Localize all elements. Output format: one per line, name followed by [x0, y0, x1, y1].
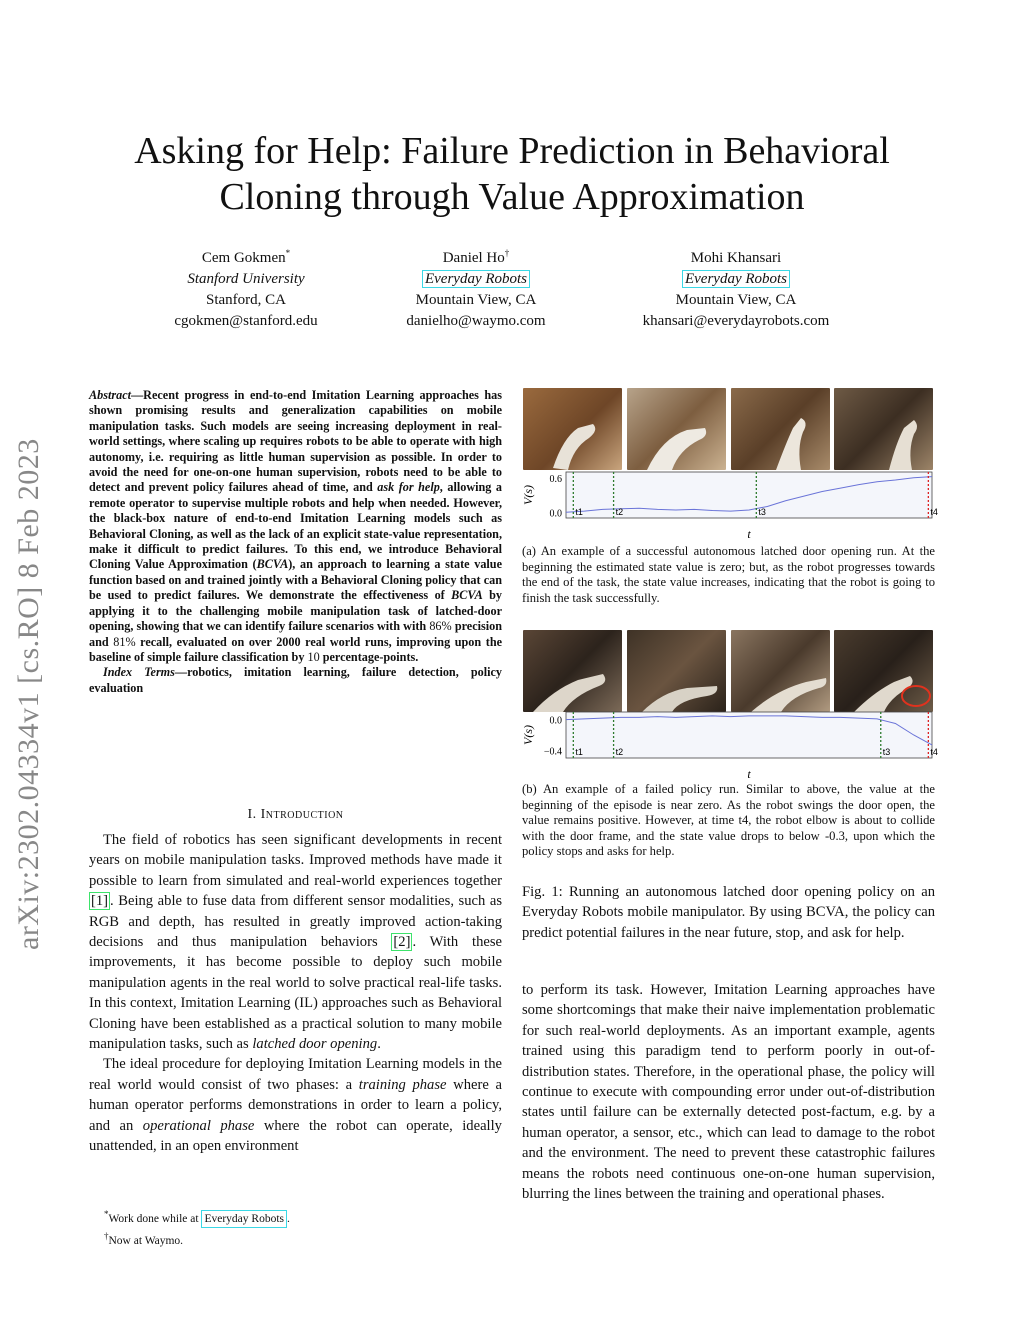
robot-photo-a4 — [834, 388, 933, 470]
value-plot-b — [518, 708, 938, 780]
footnote-mark: † — [104, 1230, 109, 1241]
abstract-text: percentage-points. — [319, 649, 419, 664]
y-axis-label: V(s) — [521, 485, 535, 505]
author-name: Mohi Khansari — [690, 250, 782, 266]
title-line-1: Asking for Help: Failure Prediction in Behavioral — [134, 130, 890, 172]
robot-arm-shape — [854, 676, 913, 712]
x-axis-label: t — [747, 527, 751, 540]
index-terms-label: Index Terms — [103, 665, 175, 680]
author-location: Mountain View, CA — [675, 292, 797, 308]
abstract-label: Abstract — [89, 388, 131, 402]
section-heading-text: I. Introduction — [247, 807, 344, 822]
robot-arm-shape — [647, 428, 706, 470]
abstract-text: —Recent progress in end-to-end Imitation Learning approaches has shown promising results and generalization capabilities on mobile manipulation tasks. Such models are seeing increasing deployment in real-world settings, where scaling up requires robots to be able to operate with high autonomy, i.e. requiring as little human supervision as possible. In order to avoid the need for one-on-one human supervision, robots need to be able to detect and prevent policy failures ahead of time, and — [89, 388, 502, 495]
author-block-3 — [616, 243, 856, 332]
robot-photo-b1 — [523, 630, 622, 712]
abstract-text: by applying it to the challenging mobile manipulation task of latched-door opening, showing that we can identify failure scenarios with with — [89, 588, 502, 634]
y-tick-label: −0.4 — [543, 746, 562, 758]
abstract-text: , allowing a remote operator to supervise multiple robots and help when needed. However, the black-box nature of end-to-end Imitation Learning models such as Behavioral Cloning, as well as the lack of an explicit state-value representation, make it difficult to predict failures. To this end, we introduce Behavioral Cloning Value Approximation ( — [89, 480, 502, 572]
recall-value: 81% — [113, 634, 136, 649]
robot-photo-a2 — [627, 388, 726, 470]
citation-link[interactable]: [1] — [91, 893, 109, 910]
intro-paragraph-3: to perform its task. However, Imitation Learning approaches have some shortcomings that make their naive implementation problematic for such real-world deployments. As an important example, agents trained using this paradigm tend to perform poorly in out-of-distribution states. Therefore, in the operational phase, the policy will continue to execute with compounding error under out-of-distribution states until failure can be externally detected post-factum, e.g. by a human operator, a sensor, etc., which can lead to damage to the robot and the environment. The need to prevent these catastrophic failures means the robots need continuous one-on-one human supervision, blurring the lines between the training and operational phases. — [522, 982, 935, 1203]
y-tick-label: 0.6 — [549, 473, 562, 485]
author-name: Daniel Ho — [442, 250, 505, 266]
subfigure-a-caption: (a) An example of a successful autonomous latched door opening run. At the beginning the estimated state value is zero; but, as the robot progresses towards the end of the task, the state value increases, indicating that the robot is going to finish the task successfully. — [522, 544, 935, 605]
y-axis-label: V(s) — [521, 725, 535, 745]
affiliation-link[interactable]: Everyday Robots — [422, 270, 530, 288]
author-mark: * — [285, 248, 291, 258]
author-mark: † — [504, 248, 510, 258]
robot-photo-a1 — [523, 388, 622, 470]
author-email: danielho@waymo.com — [406, 313, 546, 329]
subfigure-b-caption: (b) An example of a failed policy run. Similar to above, the value at the beginning of the episode is near zero. As the robot swings the door open, the value remains positive. However, at time t4, the robot elbow is about to collide with the door frame, and the state value drops to below -0.3, upon which the policy stops and asks for help. — [522, 782, 935, 859]
precision-value: 86% — [429, 619, 452, 634]
collision-highlight — [902, 686, 930, 706]
intro-paragraph-2: The ideal procedure for deploying Imitation Learning models in the real world would consist of two phases: a training phase where a human operator performs demonstrations in order to learn a policy, and an operational phase where the robot can operate, ideally unattended, in an open environment — [89, 1056, 502, 1155]
robot-photo-b3 — [731, 630, 830, 712]
footnote-mark: * — [104, 1209, 109, 1219]
robot-arm-shape — [533, 674, 605, 712]
author-location: Mountain View, CA — [415, 292, 537, 308]
author-email: cgokmen@stanford.edu — [174, 313, 318, 329]
title-line-2: Cloning through Value Approximation — [219, 176, 805, 218]
index-terms-text: —robotics, imitation learning, failure detection, policy evaluation — [89, 665, 502, 695]
author-location: Stanford, CA — [206, 292, 286, 308]
abstract-text: precision and — [89, 619, 502, 649]
time-marker-label: t3 — [758, 507, 766, 517]
intro-left-column — [89, 830, 502, 1157]
abstract-emphasis: ask for help — [377, 480, 440, 495]
time-marker-label: t2 — [615, 507, 624, 517]
time-marker-label: t4 — [930, 507, 938, 517]
time-marker-label: t1 — [575, 747, 583, 757]
author-email: khansari@everydayrobots.com — [642, 313, 830, 329]
time-marker-label: t1 — [575, 507, 583, 517]
x-axis-label: t — [747, 767, 751, 780]
robot-photo-a3 — [731, 388, 830, 470]
abstract-emphasis: BCVA — [451, 588, 483, 603]
citation-link[interactable]: [2] — [393, 934, 411, 951]
robot-arm-shape — [889, 420, 917, 470]
time-marker-label: t4 — [930, 747, 938, 757]
figure-caption: Fig. 1: Running an autonomous latched door opening policy on an Everyday Robots mobile manipulator. By using BCVA, the policy can predict potential failures in the near future, stop, and ask for help. — [522, 884, 935, 941]
time-marker-label: t2 — [615, 747, 624, 757]
robot-arm-shape — [751, 678, 826, 712]
affiliation-link[interactable]: Everyday Robots — [682, 270, 790, 288]
author-name: Cem Gokmen — [201, 250, 286, 266]
author-block-2 — [376, 243, 576, 332]
author-affiliation: Stanford University — [187, 271, 305, 287]
time-marker-label: t3 — [882, 747, 891, 757]
value-plot-a — [518, 468, 938, 540]
footnote-text: Now at Waymo. — [108, 1234, 184, 1247]
author-block-1 — [146, 243, 346, 332]
footnote-link[interactable]: Everyday Robots — [201, 1210, 287, 1228]
robot-arm-shape — [776, 418, 806, 470]
y-tick-label: 0.0 — [549, 508, 562, 520]
points-value: 10 — [307, 649, 320, 664]
arxiv-stamp: arXiv:2302.04334v1 [cs.RO] 8 Feb 2023 — [12, 438, 45, 950]
paper-title — [60, 128, 964, 220]
footnote-text: Work done while at — [108, 1212, 202, 1225]
y-tick-label: 0.0 — [549, 715, 562, 727]
abstract-text: recall, evaluated on over 2000 real world runs, improving upon the baseline of simple failure classification by — [89, 634, 503, 664]
abstract — [89, 388, 502, 696]
footnotes: *Work done while at Everyday Robots . †Now at Waymo. — [104, 1209, 290, 1247]
robot-arm-shape — [553, 424, 595, 470]
robot-photo-b2 — [627, 630, 726, 712]
abstract-text: ), an approach to learning a state value function based on and trained jointly with a Behavioral Cloning policy that can be used to predict failures. We demonstrate the effectiveness of — [89, 557, 502, 603]
intro-paragraph-1: The field of robotics has seen significant developments in recent years on mobile manipulation tasks. Improved methods have made it possible to learn from simulated and real-world experiences together [1] . Being able to fuse data from different sensor modalities, such as RGB and depth, has resulted in greatly improved action-taking decisions and thus manipulation behaviors [2] . With these improvements, it has become possible to deploy such mobile manipulation agents in the real world to solve practical real-life tasks. In this context, Imitation Learning (IL) approaches such as Behavioral Cloning have been established as a practical solution to many mobile manipulation tasks, such as latched door opening. — [89, 832, 503, 1053]
abstract-emphasis: BCVA — [256, 557, 289, 572]
robot-photo-b4 — [834, 630, 933, 712]
intro-right-column — [522, 980, 935, 1204]
section-heading — [89, 807, 502, 823]
